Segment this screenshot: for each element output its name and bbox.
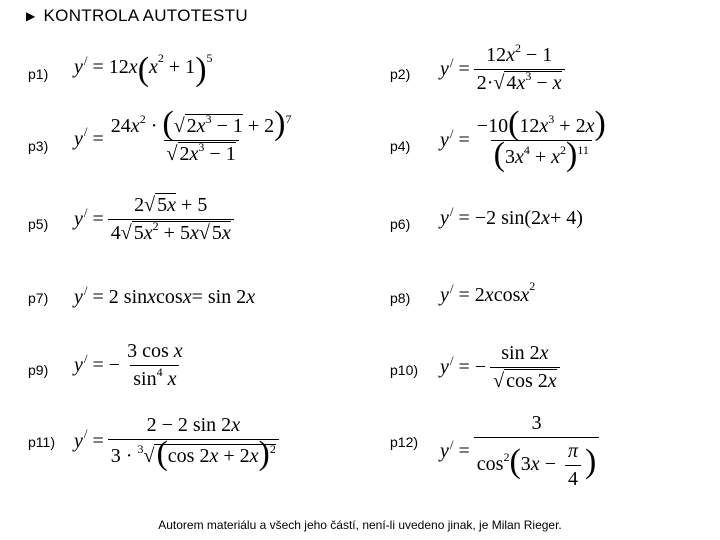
equation-p11: y / = $\frac{2 - 2 \sin 2x}{3 \cdot ^3√(\cos 2x + 2x)^2}$ <box>74 414 283 468</box>
triangle-right-icon: ▶ <box>26 9 36 23</box>
equation-p10: y / = − $\frac{\sin 2x}{√ \cos 2x}$ <box>440 342 564 393</box>
label-p9: p9) <box>28 362 49 378</box>
label-p10: p10) <box>390 362 419 378</box>
label-p7: p7) <box>28 290 49 306</box>
label-p11: p11) <box>28 434 55 450</box>
label-p8: p8) <box>390 290 411 306</box>
label-p6: p6) <box>390 216 411 232</box>
equation-p8: y / = 2 x cos x 2 <box>440 279 536 306</box>
equation-p9: y / = − $\frac{\text{3 cos x}}{\sin^4 x}$ <box>74 340 183 390</box>
label-p12: p12) <box>390 434 419 450</box>
label-p1: p1) <box>28 66 49 82</box>
equation-p4: y / = $\frac{-10(12x^3 + 2x)}{(3x^4 + x^2)^{11}}$ <box>440 105 606 173</box>
equation-p6: y / = −2 sin(2 x + 4) <box>440 203 583 229</box>
label-p3: p3) <box>28 138 49 154</box>
label-p2: p2) <box>390 66 411 82</box>
equation-p1: y / = 12 x ( x 2 + 1 ) 5 <box>74 50 213 88</box>
header-title: KONTROLA AUTOTESTU <box>43 6 248 25</box>
equation-p3: y / = $\frac{24x^2 \cdot (√ 2x^3 - 1 + 2)^7}{√ 2x^3 - 1}$ <box>74 105 292 165</box>
section-header <box>26 6 248 26</box>
equation-p5: y / = $\frac{2√ 5x + 5}{4√ 5x^2 + 5x√ 5x}$ <box>74 194 238 245</box>
label-p4: p4) <box>390 138 411 154</box>
author-footer: Autorem materiálu a všech jeho částí, není-li uvedeno jinak, je Milan Rieger. <box>158 518 562 532</box>
equation-p7: y / = 2 sin x cos x = sin 2 x <box>74 282 256 308</box>
equation-p12: y / = 3 $\cos^2(3x$ − $\frac{\pi}{4}$ ) <box>440 412 603 491</box>
label-p5: p5) <box>28 216 49 232</box>
equation-p2: y / = $\frac{12x^2 - 1}{2\cdot√ 4x^3 - x}$ <box>440 44 569 95</box>
